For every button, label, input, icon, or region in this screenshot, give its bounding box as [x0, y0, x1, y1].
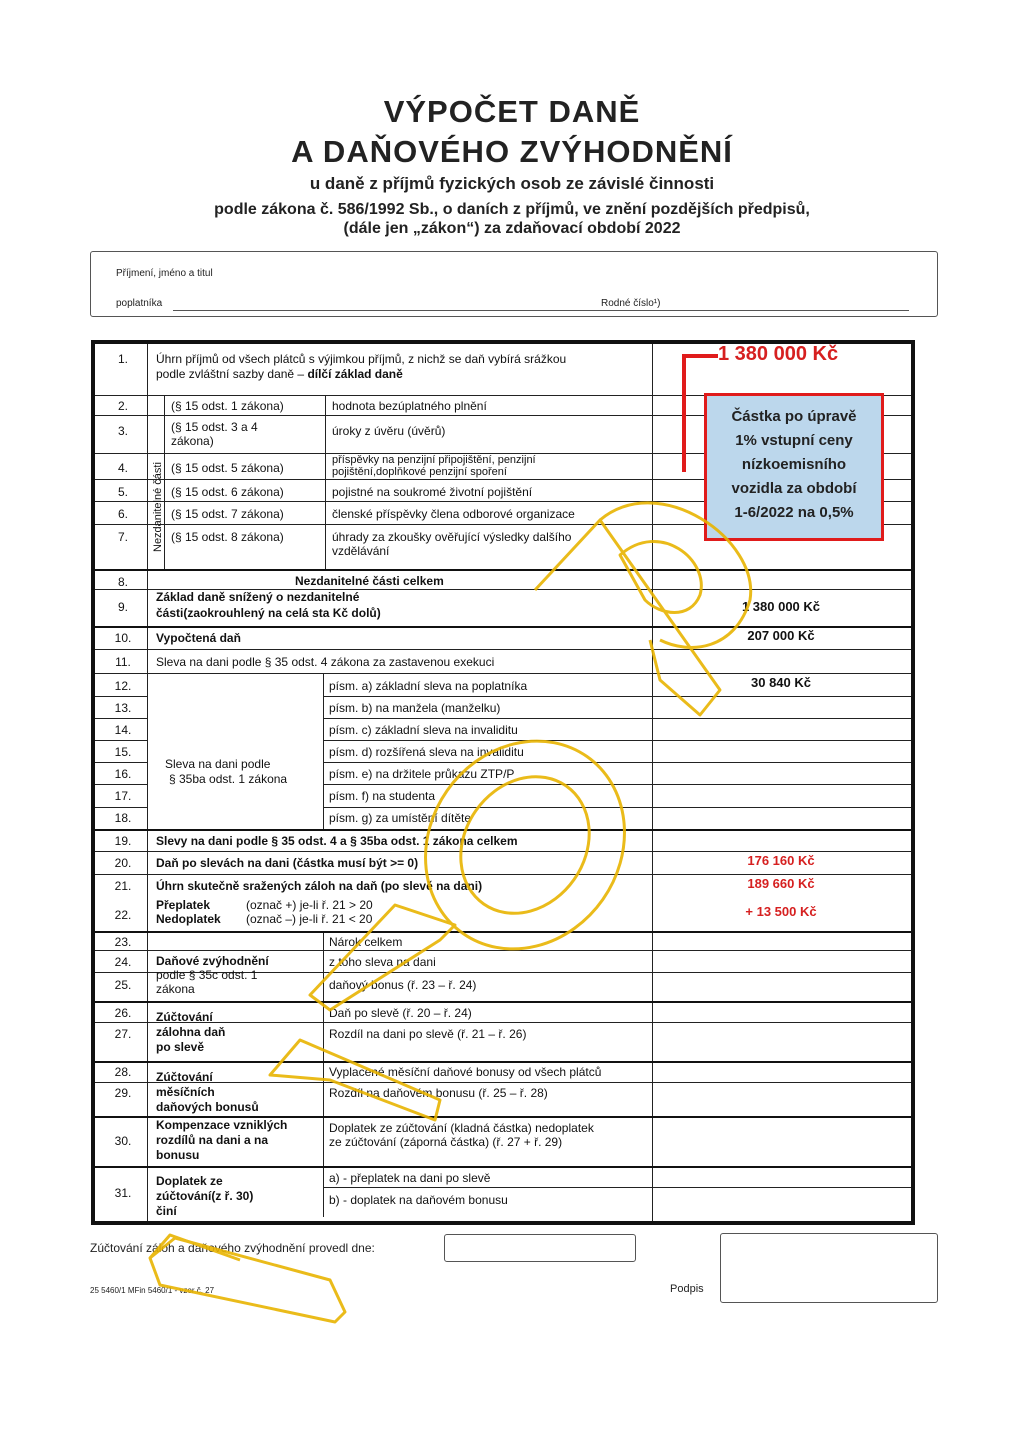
row-14-desc: písm. c) základní sleva na invaliditu: [329, 723, 518, 737]
row-30-desc-a: Doplatek ze zúčtování (kladná částka) nedoplatek: [329, 1121, 594, 1135]
row-5-number: 5.: [117, 485, 128, 499]
zz-label-c: po slevě: [156, 1040, 205, 1054]
row-4-number: 4.: [117, 461, 128, 475]
row-3-law-b: zákona): [171, 434, 214, 448]
row-15-number: 15.: [114, 745, 132, 759]
row-7-number: 7.: [117, 530, 128, 544]
row-7-law: (§ 15 odst. 8 zákona): [171, 530, 284, 544]
row-24-number: 24.: [114, 955, 132, 969]
callout-note-2: 1% vstupní ceny: [735, 432, 853, 449]
row-10-number: 10.: [114, 631, 132, 645]
row-31-desc-b: b) - doplatek na daňovém bonusu: [329, 1193, 508, 1207]
row-21-number: 21.: [114, 879, 132, 893]
row-24-desc: z toho sleva na dani: [329, 955, 436, 969]
zm-label-b: měsíčních: [156, 1085, 215, 1099]
row-31-label-b: zúčtování(z ř. 30): [156, 1189, 254, 1203]
row-5-law: (§ 15 odst. 6 zákona): [171, 485, 284, 499]
row-9-text-a: Základ daně snížený o nezdanitelné: [156, 590, 360, 604]
row-1-text-a: Úhrn příjmů od všech plátců s výjimkou příjmů, z nichž se daň vybírá srážkou: [156, 352, 567, 366]
row-28-number: 28.: [114, 1065, 132, 1079]
row-10-value: 207 000 Kč: [747, 628, 815, 643]
dz-label-b: podle § 35c odst. 1: [156, 968, 258, 982]
callout-note-box: [704, 393, 884, 541]
row-3-number: 3.: [117, 424, 128, 438]
row-26-number: 26.: [114, 1006, 132, 1020]
row-31-number: 31.: [114, 1186, 132, 1200]
row-26-desc: Daň po slevě (ř. 20 – ř. 24): [329, 1006, 472, 1020]
row-27-desc: Rozdíl na dani po slevě (ř. 21 – ř. 26): [329, 1027, 527, 1041]
row-20-value: 176 160 Kč: [747, 853, 815, 868]
row-2-number: 2.: [117, 399, 128, 413]
name-field[interactable]: [173, 310, 683, 311]
row-13-number: 13.: [114, 701, 132, 715]
title-line-2: A DAŇOVÉHO ZVÝHODNĚNÍ: [291, 134, 733, 169]
row-15-desc: písm. d) rozšířená sleva na invaliditu: [329, 745, 524, 759]
row-27-number: 27.: [114, 1027, 132, 1041]
row-25-desc: daňový bonus (ř. 23 – ř. 24): [329, 978, 477, 992]
nezdanitelne-label: Nezdanitelné části: [152, 462, 164, 552]
zm-label-c: daňových bonusů: [156, 1100, 259, 1114]
row-2-law: (§ 15 odst. 1 zákona): [171, 399, 284, 413]
callout-note-5: 1-6/2022 na 0,5%: [734, 504, 854, 521]
row-20-number: 20.: [114, 856, 132, 870]
row-31-label-c: činí: [156, 1204, 177, 1218]
title-line-1: VÝPOČET DANĚ: [383, 94, 641, 129]
row-25-number: 25.: [114, 978, 132, 992]
row-4-law: (§ 15 odst. 5 zákona): [171, 461, 284, 475]
row-29-desc: Rozdíl na daňovém bonusu (ř. 25 – ř. 28): [329, 1086, 548, 1100]
row-1-number: 1.: [117, 352, 128, 366]
name-label: Příjmení, jméno a titul: [116, 268, 213, 279]
law-line-2: (dále jen „zákon“) za zdaňovací období 2022: [343, 220, 681, 237]
row-23-number: 23.: [114, 935, 132, 949]
callout-note-4: vozidla za období: [731, 480, 857, 497]
row-19-number: 19.: [114, 834, 132, 848]
row-14-number: 14.: [114, 723, 132, 737]
callout-amount: 1 380 000 Kč: [718, 343, 839, 365]
row-17-desc: písm. f) na studenta: [329, 789, 436, 803]
row-29-number: 29.: [114, 1086, 132, 1100]
sleva-label-a: Sleva na dani podle: [165, 757, 271, 771]
row-23-desc: Nárok celkem: [329, 935, 403, 949]
row-30-number: 30.: [114, 1134, 132, 1148]
row-4-desc-a: příspěvky na penzijní připojištění, penzijní: [332, 454, 536, 466]
dz-label-c: zákona: [156, 982, 195, 996]
row-11-text: Sleva na dani podle § 35 odst. 4 zákona za zastavenou exekuci: [156, 655, 495, 669]
row-18-number: 18.: [114, 811, 132, 825]
row-19-text: Slevy na dani podle § 35 odst. 4 a § 35ba odst. 1 zákona celkem: [156, 834, 518, 848]
row-1-text-b: podle zvláštní sazby daně – dílčí základ daně: [156, 367, 403, 381]
row-6-number: 6.: [117, 507, 128, 521]
row-30-label-c: bonusu: [156, 1148, 200, 1162]
form-code: 25 5460/1 MFin 5460/1 - vzor č. 27: [90, 1286, 215, 1295]
row-22-number: 22.: [114, 908, 132, 922]
row-31-desc-a: a) - přeplatek na dani po slevě: [329, 1171, 491, 1185]
row-6-desc: členské příspěvky člena odborové organizace: [332, 507, 575, 521]
callout-note-1: Částka po úpravě: [731, 408, 857, 425]
row-9-text-b: části(zaokrouhlený na celá sta Kč dolů): [156, 606, 381, 620]
taxpayer-box: [90, 251, 938, 317]
row-9-value: 1 380 000 Kč: [741, 599, 821, 614]
row-31-label-a: Doplatek ze: [156, 1174, 223, 1188]
row-22-nedoplatek-cond: (označ –) je-li ř. 21 < 20: [246, 912, 373, 926]
row-2-desc: hodnota bezúplatného plnění: [332, 399, 487, 413]
row-7-desc-a: úhrady za zkoušky ověřující výsledky dalšího: [332, 530, 572, 544]
row-13-desc: písm. b) na manžela (manželku): [329, 701, 501, 715]
row-8-number: 8.: [117, 575, 128, 589]
signature-label: Podpis: [670, 1283, 704, 1295]
zz-label-b: zálohna daň: [156, 1025, 226, 1039]
row-21-text: Úhrn skutečně sražených záloh na daň (po slevě na dani): [156, 879, 483, 893]
callout-note-3: nízkoemisního: [741, 456, 847, 473]
row-7-desc-b: vzdělávání: [332, 544, 390, 558]
row-22-preplatek: Přeplatek: [156, 898, 211, 912]
name-label-2: poplatníka: [116, 298, 163, 309]
row-17-number: 17.: [114, 789, 132, 803]
row-16-number: 16.: [114, 767, 132, 781]
row-16-desc: písm. e) na držitele průkazu ZTP/P: [329, 767, 515, 781]
row-30-desc-b: ze zúčtování (záporná částka) (ř. 27 + ř. 29): [329, 1135, 563, 1149]
signature-box[interactable]: [720, 1233, 938, 1303]
row-3-desc: úroky z úvěru (úvěrů): [332, 424, 446, 438]
row-30-label-b: rozdílů na dani a na: [156, 1133, 269, 1147]
row-11-number: 11.: [115, 655, 131, 669]
row-8-text: Nezdanitelné části celkem: [295, 574, 444, 588]
row-4-desc-b: pojištění,doplňkové penzijní spoření: [332, 466, 507, 478]
row-12-value: 30 840 Kč: [751, 675, 811, 690]
row-22-value: + 13 500 Kč: [745, 904, 817, 919]
row-9-number: 9.: [117, 600, 128, 614]
row-22-nedoplatek: Nedoplatek: [156, 912, 221, 926]
dz-label-a: Daňové zvýhodnění: [156, 954, 269, 968]
law-line-1: podle zákona č. 586/1992 Sb., o daních z příjmů, ve znění pozdějších předpisů,: [214, 201, 810, 218]
sleva-label-b: § 35ba odst. 1 zákona: [169, 772, 288, 786]
row-20-text: Daň po slevách na dani (částka musí být >= 0): [156, 856, 419, 870]
zm-label-a: Zúčtování: [156, 1070, 213, 1084]
row-5-desc: pojistné na soukromé životní pojištění: [332, 485, 533, 499]
birth-number-label: Rodné číslo¹): [601, 298, 661, 309]
subtitle: u daně z příjmů fyzických osob ze závislé činnosti: [309, 174, 715, 193]
row-3-law-a: (§ 15 odst. 3 a 4: [171, 420, 258, 434]
birth-number-field[interactable]: [681, 310, 909, 311]
row-28-desc: Vyplacené měsíční daňové bonusy od všech plátců: [329, 1065, 602, 1079]
row-18-desc: písm. g) za umístění dítěte: [329, 811, 472, 825]
settlement-date-input[interactable]: [444, 1234, 636, 1262]
row-10-text: Vypočtená daň: [156, 631, 241, 645]
row-12-number: 12.: [114, 679, 132, 693]
row-22-preplatek-cond: (označ +) je-li ř. 21 > 20: [246, 898, 373, 912]
row-21-value: 189 660 Kč: [747, 876, 815, 891]
zz-label-a: Zúčtování: [156, 1010, 213, 1024]
row-30-label-a: Kompenzace vzniklých: [156, 1118, 288, 1132]
settlement-label: Zúčtování záloh a daňového zvýhodnění provedl dne:: [90, 1241, 375, 1255]
row-12-desc: písm. a) základní sleva na poplatníka: [329, 679, 528, 693]
row-6-law: (§ 15 odst. 7 zákona): [171, 507, 284, 521]
